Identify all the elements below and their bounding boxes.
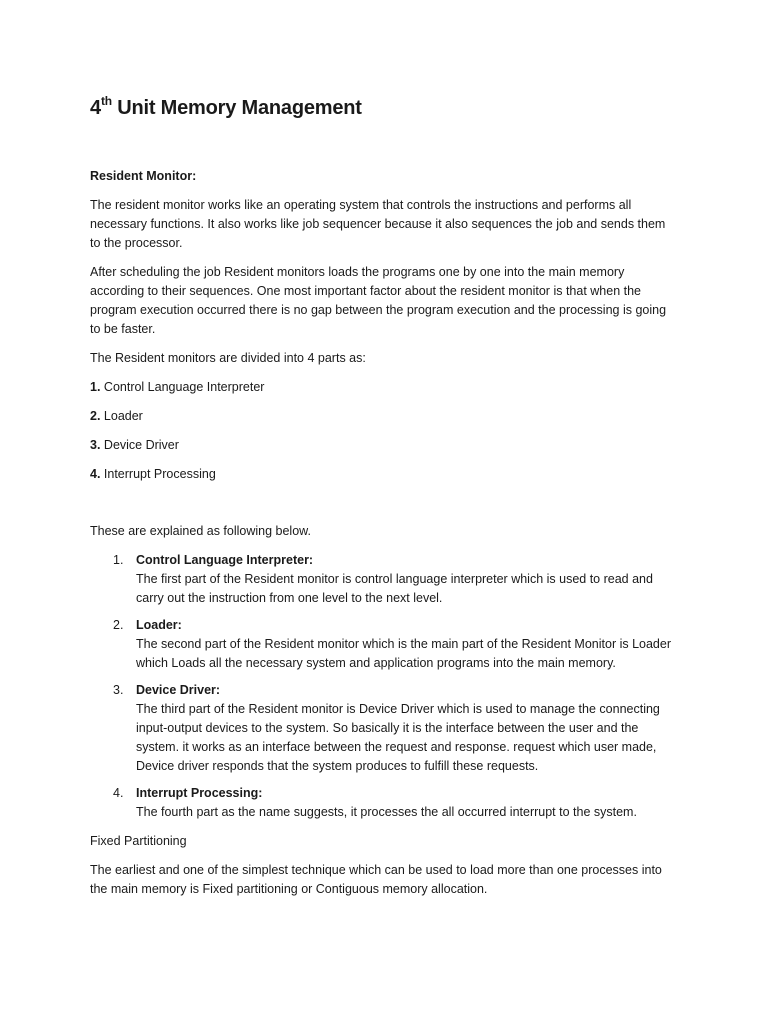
resident-monitor-paragraph-3: The Resident monitors are divided into 4 parts as: <box>90 351 366 365</box>
part-label: Device Driver <box>100 438 179 452</box>
title-prefix: 4 <box>90 97 101 119</box>
list-item <box>90 407 676 426</box>
title-rest: Unit Memory Management <box>111 97 362 119</box>
list-item <box>90 378 676 397</box>
item-title: Control Language Interpreter: <box>136 553 314 567</box>
list-item <box>90 465 676 484</box>
part-number: 2. <box>90 409 101 423</box>
item-title: Interrupt Processing: <box>136 786 263 800</box>
fixed-partitioning-paragraph: The earliest and one of the simplest technique which can be used to load more than one processes into the main memory is Fixed partitioning or Contiguous memory allocation. <box>90 863 662 896</box>
fixed-partitioning-heading: Fixed Partitioning <box>90 834 187 848</box>
part-number: 1. <box>90 380 101 394</box>
list-item <box>90 681 676 776</box>
list-item <box>90 784 676 822</box>
item-number: 4. <box>113 786 124 800</box>
item-number: 3. <box>113 683 124 697</box>
list-item <box>90 616 676 673</box>
resident-monitor-paragraph-2: After scheduling the job Resident monitors loads the programs one by one into the main memory according to their sequences. One most important factor about the resident monitor is that when the program execution occurred there is no gap between the program execution and the processing is going to be faster. <box>90 265 667 336</box>
explained-intro: These are explained as following below. <box>90 524 311 538</box>
resident-monitor-heading: Resident Monitor: <box>90 169 197 183</box>
part-label: Control Language Interpreter <box>100 380 265 394</box>
part-label: Loader <box>100 409 143 423</box>
title-superscript: th <box>100 94 112 109</box>
item-number: 1. <box>113 553 124 567</box>
part-label: Interrupt Processing <box>100 467 216 481</box>
resident-monitor-paragraph-1: The resident monitor works like an operating system that controls the instructions and performs all necessary functions. It also works like job sequencer because it also sequences the job and sends them to the processor. <box>90 198 666 250</box>
part-number: 4. <box>90 467 101 481</box>
item-text: The second part of the Resident monitor which is the main part of the Resident Monitor is Loader which Loads all the necessary system and application programs into the main memory. <box>136 637 672 670</box>
item-number: 2. <box>113 618 124 632</box>
list-item <box>90 436 676 455</box>
list-item <box>90 551 676 608</box>
item-title: Loader: <box>136 618 182 632</box>
item-title: Device Driver: <box>136 683 221 697</box>
document-title <box>90 94 676 122</box>
parts-list <box>90 378 676 484</box>
item-text: The fourth part as the name suggests, it processes the all occurred interrupt to the system. <box>136 805 637 819</box>
details-list <box>90 551 676 822</box>
item-text: The third part of the Resident monitor is Device Driver which is used to manage the connecting input-output devices to the system. So basically it is the interface between the user and the system. it works as an interface between the request and response. request which user made, Device driver responds that the system produces to fulfill these requests. <box>136 702 660 773</box>
part-number: 3. <box>90 438 101 452</box>
item-text: The first part of the Resident monitor is control language interpreter which is used to read and carry out the instruction from one level to the next level. <box>136 572 653 605</box>
spacer <box>90 494 676 522</box>
